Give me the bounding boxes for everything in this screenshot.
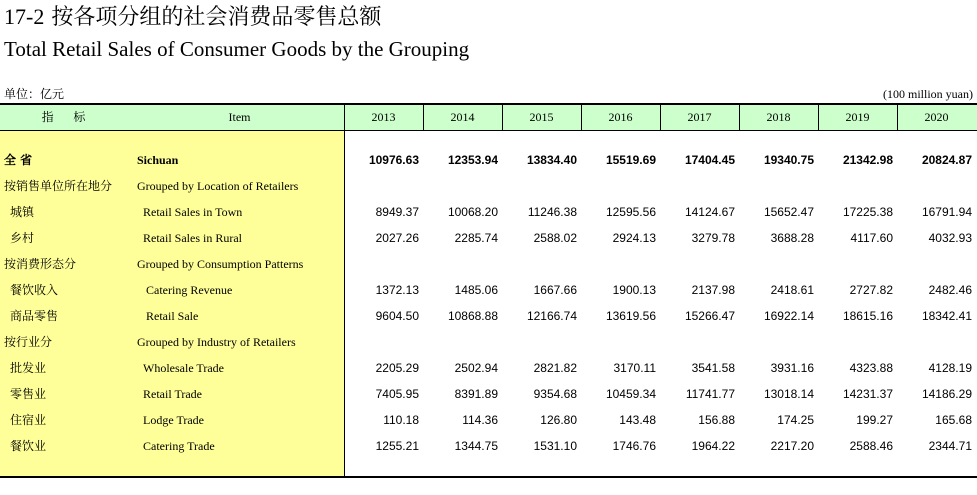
value-cell: 2027.26 <box>375 231 419 245</box>
row-label-chinese: 餐饮收入 <box>10 283 59 297</box>
table-row <box>0 407 977 433</box>
header-year: 2014 <box>450 110 475 124</box>
row-label-chinese: 商品零售 <box>10 309 59 323</box>
header-year: 2020 <box>924 110 949 124</box>
row-label-chinese: 批发业 <box>10 361 47 375</box>
value-cell: 126.80 <box>540 413 577 427</box>
value-cell: 14186.29 <box>921 387 972 401</box>
value-cell: 3541.58 <box>691 361 735 375</box>
value-cell: 9354.68 <box>533 387 577 401</box>
value-cell: 1667.66 <box>533 283 577 297</box>
table-row <box>0 277 977 303</box>
row-label-english: Grouped by Industry of Retailers <box>137 335 296 349</box>
value-cell: 10068.20 <box>447 205 498 219</box>
value-cell: 2821.82 <box>533 361 577 375</box>
row-label-chinese: 餐饮业 <box>10 439 47 453</box>
value-cell: 114.36 <box>462 413 498 427</box>
value-cell: 13619.56 <box>605 309 656 323</box>
row-label-chinese: 按行业分 <box>4 335 53 349</box>
value-cell: 2285.74 <box>454 231 498 245</box>
row-label-chinese: 乡村 <box>10 231 35 245</box>
value-cell: 199.27 <box>856 413 893 427</box>
value-cell: 2727.82 <box>849 283 893 297</box>
value-cell: 17404.45 <box>684 153 735 167</box>
title-chinese <box>4 4 381 31</box>
value-cell: 12353.94 <box>447 153 498 167</box>
value-cell: 20824.87 <box>921 153 972 167</box>
value-cell: 1344.75 <box>454 439 498 453</box>
title-english: Total Retail Sales of Consumer Goods by the Grouping <box>4 37 470 61</box>
group-heading-row <box>0 251 977 277</box>
value-cell: 8949.37 <box>375 205 419 219</box>
value-cell: 16791.94 <box>921 205 972 219</box>
table-row <box>0 225 977 251</box>
value-cell: 18342.41 <box>921 309 972 323</box>
value-cell: 15652.47 <box>763 205 814 219</box>
table-row <box>0 147 977 173</box>
unit-label-chinese: 单位：亿元 <box>4 87 65 101</box>
value-cell: 110.18 <box>383 413 419 427</box>
row-label-english: Retail Sale <box>146 309 199 323</box>
table-row <box>0 355 977 381</box>
header-year: 2016 <box>608 110 633 124</box>
value-cell: 14231.37 <box>842 387 893 401</box>
value-cell: 2205.29 <box>375 361 419 375</box>
value-cell: 174.25 <box>777 413 814 427</box>
value-cell: 14124.67 <box>684 205 735 219</box>
header-bottom-rule <box>0 130 977 131</box>
value-cell: 3931.16 <box>770 361 814 375</box>
value-cell: 13018.14 <box>763 387 814 401</box>
group-heading-row <box>0 173 977 199</box>
row-label-english: Grouped by Consumption Patterns <box>137 257 304 271</box>
row-label-english: Retail Trade <box>143 387 202 401</box>
value-cell: 10459.34 <box>605 387 656 401</box>
row-label-english: Wholesale Trade <box>143 361 224 375</box>
header-year: 2019 <box>845 110 870 124</box>
header-year: 2018 <box>766 110 791 124</box>
header-item: Item <box>228 110 251 124</box>
value-cell: 19340.75 <box>763 153 814 167</box>
value-cell: 143.48 <box>619 413 656 427</box>
value-cell: 4128.19 <box>928 361 972 375</box>
value-cell: 2418.61 <box>770 283 814 297</box>
row-label-chinese: 按消费形态分 <box>4 257 77 271</box>
value-cell: 2588.46 <box>849 439 893 453</box>
value-cell: 12166.74 <box>526 309 577 323</box>
value-cell: 15519.69 <box>605 153 656 167</box>
table-row <box>0 433 977 459</box>
value-cell: 8391.89 <box>454 387 498 401</box>
unit-label-english: (100 million yuan) <box>883 87 973 101</box>
value-cell: 7405.95 <box>375 387 419 401</box>
value-cell: 2217.20 <box>770 439 814 453</box>
row-label-chinese: 按销售单位所在地分 <box>4 179 113 193</box>
value-cell: 165.68 <box>935 413 972 427</box>
value-cell: 1964.22 <box>691 439 735 453</box>
value-cell: 1372.13 <box>375 283 419 297</box>
row-label-english: Retail Sales in Town <box>143 205 243 219</box>
row-label-chinese: 住宿业 <box>10 413 47 427</box>
value-cell: 2482.46 <box>928 283 972 297</box>
value-cell: 1531.10 <box>533 439 577 453</box>
value-cell: 18615.16 <box>842 309 893 323</box>
value-cell: 11741.77 <box>685 387 735 401</box>
title-chinese-text: 按各项分组的社会消费品零售总额 <box>51 5 382 30</box>
value-cell: 1485.06 <box>454 283 498 297</box>
row-label-chinese: 城镇 <box>10 205 35 219</box>
value-cell: 4117.60 <box>850 231 893 245</box>
value-cell: 3170.11 <box>613 361 656 375</box>
value-cell: 156.88 <box>698 413 735 427</box>
value-cell: 15266.47 <box>684 309 735 323</box>
row-label-english: Catering Revenue <box>146 283 233 297</box>
table-row <box>0 199 977 225</box>
value-cell: 3688.28 <box>770 231 814 245</box>
value-cell: 10868.88 <box>447 309 498 323</box>
header-year: 2015 <box>529 110 554 124</box>
row-label-english: Sichuan <box>137 153 179 167</box>
group-heading-row <box>0 329 977 355</box>
header-indicator: 指 标 <box>41 110 94 124</box>
header-year: 2017 <box>687 110 712 124</box>
value-cell: 2588.02 <box>533 231 577 245</box>
table-row <box>0 303 977 329</box>
value-cell: 1255.21 <box>375 439 419 453</box>
row-label-english: Lodge Trade <box>143 413 204 427</box>
value-cell: 2344.71 <box>928 439 972 453</box>
value-cell: 2924.13 <box>612 231 656 245</box>
value-cell: 1900.13 <box>612 283 656 297</box>
value-cell: 17225.38 <box>842 205 893 219</box>
table-row <box>0 381 977 407</box>
row-label-english: Grouped by Location of Retailers <box>137 179 299 193</box>
value-cell: 12595.56 <box>605 205 656 219</box>
value-cell: 13834.40 <box>526 153 577 167</box>
value-cell: 16922.14 <box>763 309 814 323</box>
table-number: 17-2 <box>4 4 45 29</box>
value-cell: 11246.38 <box>527 205 577 219</box>
row-label-english: Catering Trade <box>143 439 215 453</box>
value-cell: 4032.93 <box>928 231 972 245</box>
row-label-chinese: 全 省 <box>4 153 33 167</box>
value-cell: 2137.98 <box>691 283 735 297</box>
value-cell: 3279.78 <box>691 231 735 245</box>
header-year: 2013 <box>371 110 396 124</box>
table-bottom-rule <box>0 476 977 478</box>
value-cell: 21342.98 <box>842 153 893 167</box>
value-cell: 4323.88 <box>849 361 893 375</box>
value-cell: 9604.50 <box>375 309 419 323</box>
value-cell: 2502.94 <box>454 361 498 375</box>
value-cell: 1746.76 <box>612 439 656 453</box>
row-label-english: Retail Sales in Rural <box>143 231 242 245</box>
value-cell: 10976.63 <box>368 153 419 167</box>
row-label-chinese: 零售业 <box>10 387 47 401</box>
